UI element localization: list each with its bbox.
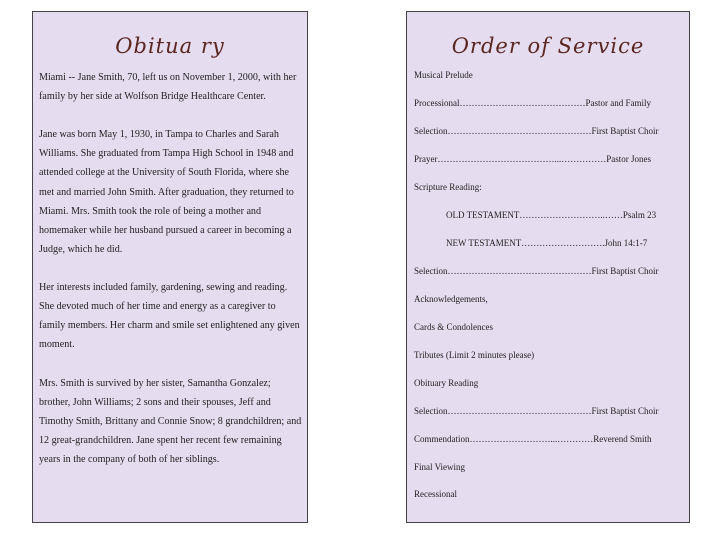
- obituary-paragraph: Miami -- Jane Smith, 70, left us on November 1, 2000, with her family by her side at Wolfson Bridge Healthcare Center.: [39, 72, 297, 103]
- obituary-panel: [32, 11, 308, 523]
- obituary-paragraph: Jane was born May 1, 1930, in Tampa to Charles and Sarah Williams. She graduated from Tampa High School in 1948 and attended college at the University of South Florida, where she met and married John Smith. After graduation, they returned to Miami. Mrs. Smith took the role of being a mother and homemaker while her husband pursued a career in becoming a Judge, which he did.: [39, 129, 294, 255]
- service-item-recessional: Recessional: [414, 489, 457, 499]
- obituary-title: Obitua ry: [115, 34, 225, 58]
- service-item-scripture-reading: Scripture Reading:: [414, 182, 482, 192]
- service-item-prayer: Prayer…………………………………...……………Pastor Jones: [414, 154, 651, 164]
- service-item-acknowledgements: Acknowledgements,: [414, 294, 488, 304]
- service-item-cards-condolences: Cards & Condolences: [414, 322, 493, 332]
- service-item-tributes: Tributes (Limit 2 minutes please): [414, 350, 535, 360]
- order-of-service-title: Order of Service: [451, 34, 645, 58]
- order-of-service-panel: [406, 11, 690, 523]
- obituary-paragraph: Mrs. Smith is survived by her sister, Samantha Gonzalez; brother, John Williams; 2 sons and their spouses, Jeff and Timothy Smith, Brittany and Connie Snow; 8 grandchildren; and 12 great-grandchildren. Jane spent her recent few remaining years in the company of both of her siblings.: [39, 377, 302, 465]
- obituary-paragraph: Her interests included family, gardening, sewing and reading. She devoted much of her time and energy as a caregiver to family members. Her charm and smile set enlightened any given moment.: [39, 282, 300, 351]
- service-item-commendation: Commendation………………………...…………Reverend Smith: [414, 434, 652, 444]
- obituary-body: [39, 68, 303, 488]
- service-item-new-testament: NEW TESTAMENT……………………….John 14:1-7: [446, 238, 648, 248]
- service-item-processional: Processional……………………………………Pastor and Family: [414, 98, 651, 108]
- service-item-selection: Selection…………………………………………First Baptist Choir: [414, 126, 659, 136]
- service-item-final-viewing: Final Viewing: [414, 462, 466, 472]
- service-item-obituary-reading: Obituary Reading: [414, 378, 479, 388]
- service-item-old-testament: OLD TESTAMENT………………………..……Psalm 23: [446, 210, 657, 220]
- service-item-selection: Selection…………………………………………First Baptist Choir: [414, 406, 659, 416]
- service-item-musical-prelude: Musical Prelude: [414, 70, 473, 80]
- service-item-selection: Selection…………………………………………First Baptist Choir: [414, 266, 659, 276]
